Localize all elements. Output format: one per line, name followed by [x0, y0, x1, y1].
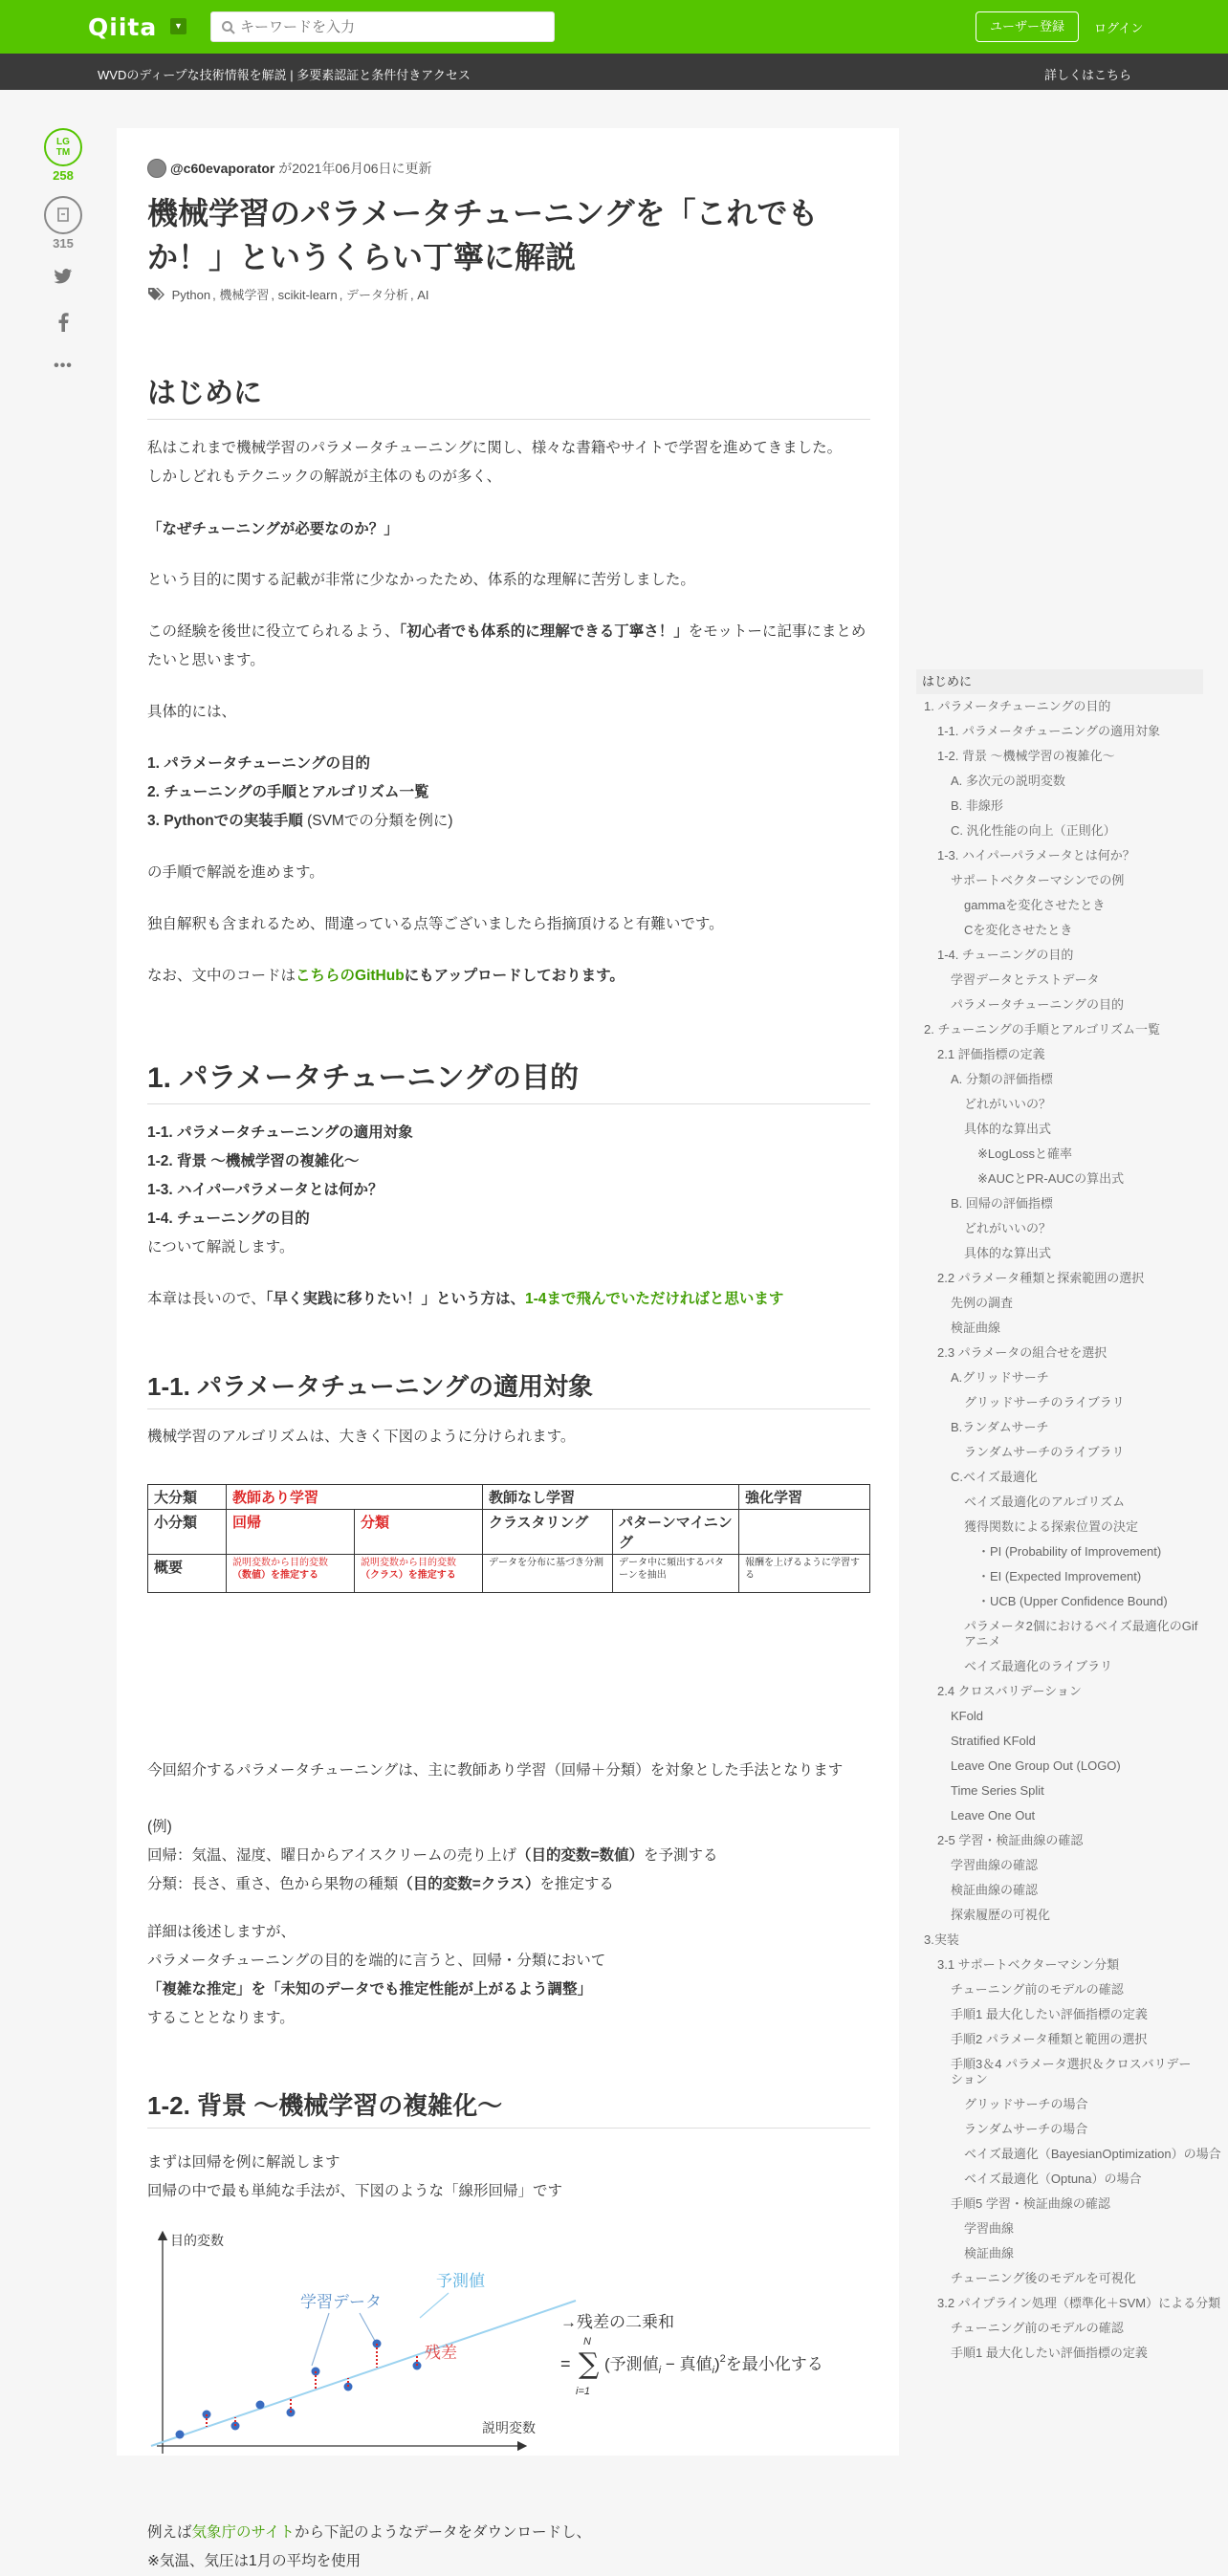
ordered-list: 1. パラメータチューニングの目的 2. チューニングの手順とアルゴリズム一覧 3. Pythonでの実装手順 (SVMでの分類を例に): [147, 755, 453, 829]
toc-item[interactable]: ・EI (Expected Improvement): [977, 1569, 1142, 1583]
paragraph: まずは回帰を例に解説します 回帰の中で最も単純な手法が、下図のような「線形回帰」です: [147, 2154, 563, 2199]
paragraph: (例) 回帰：気温、湿度、曜日からアイスクリームの売り上げ（目的変数=数値）を予測する 分類：長さ、重さ、色から果物の種類（目的変数=クラス）を推定する: [147, 1819, 718, 1892]
toc-item[interactable]: 手順1 最大化したい評価指標の定義: [951, 2346, 1148, 2360]
toc-item[interactable]: 2.4 クロスバリデーション: [937, 1684, 1082, 1698]
toc-item[interactable]: 2.2 パラメータ種類と探索範囲の選択: [937, 1271, 1145, 1285]
toc-item[interactable]: 手順1 最大化したい評価指標の定義: [951, 2007, 1148, 2021]
toc-item[interactable]: 1-3. ハイパーパラメータとは何か？: [937, 848, 1135, 862]
toc-item[interactable]: 学習データとテストデータ: [951, 972, 1100, 987]
fig-sumsq-label: →残差の二乗和: [560, 2313, 674, 2331]
toc-item[interactable]: B. 回帰の評価指標: [951, 1196, 1053, 1211]
tag-link[interactable]: Python: [171, 288, 211, 302]
lgtm-count: 258: [53, 168, 74, 183]
toc-item[interactable]: 検証曲線: [951, 1321, 1001, 1335]
tag-icon: [147, 287, 164, 302]
ad-link[interactable]: 詳しくはこちら: [1044, 68, 1132, 82]
qiita-logo[interactable]: Qiita: [88, 13, 158, 41]
search-box[interactable]: [210, 11, 555, 42]
toc-item[interactable]: 手順3＆4 パラメータ選択＆クロスバリデーション: [951, 2057, 1192, 2086]
updated-date: が2021年06月06日に更新: [278, 161, 432, 176]
toc-item[interactable]: ランダムサーチの場合: [964, 2122, 1088, 2136]
section-list: 1-1. パラメータチューニングの適用対象 1-2. 背景 ～機械学習の複雑化～ 1-3. ハイパーパラメータとは何か？ 1-4. チューニングの目的 について解説します。: [147, 1124, 413, 1255]
toc-item-active[interactable]: はじめに: [916, 669, 1203, 694]
toc-item[interactable]: 1-1. パラメータチューニングの適用対象: [937, 724, 1160, 738]
toc-item[interactable]: パラメータチューニングの目的: [951, 997, 1124, 1012]
toc-item[interactable]: ベイズ最適化（Optuna）の場合: [964, 2172, 1142, 2186]
fig-xlabel: 説明変数: [482, 2420, 536, 2435]
toc-item[interactable]: チューニング前のモデルの確認: [951, 2321, 1124, 2335]
paragraph: 今回紹介するパラメータチューニングは、主に教師あり学習（回帰＋分類）を対象とした手法となります: [147, 1762, 844, 1779]
toc-item[interactable]: 手順5 学習・検証曲線の確認: [951, 2196, 1110, 2211]
toc-item[interactable]: A. 多次元の説明変数: [951, 774, 1065, 788]
toc-item[interactable]: どれがいいの？: [964, 1097, 1052, 1111]
signup-button[interactable]: ユーザー登録: [976, 11, 1079, 42]
lgtm-button[interactable]: LG TM: [44, 128, 82, 166]
toc-item[interactable]: 1-4. チューニングの目的: [937, 948, 1074, 962]
facebook-icon[interactable]: [42, 313, 84, 337]
paragraph: という目的に関する記載が非常に少なかったため、体系的な理解に苦労しました。: [147, 572, 695, 588]
paragraph: 具体的には、: [147, 704, 237, 720]
paragraph: の手順で解説を進めます。: [147, 864, 324, 881]
fig-formula: (予測値$_i$ − 真値$_i$)$^2$を最小化する: [604, 2353, 823, 2376]
toc-item[interactable]: C. 汎化性能の向上（正則化）: [951, 823, 1116, 838]
toc-item[interactable]: 2.1 評価指標の定義: [937, 1047, 1045, 1061]
toc-item[interactable]: グリッドサーチの場合: [964, 2097, 1088, 2111]
ad-text[interactable]: WVDのディープな技術情報を解説 | 多要素認証と条件付きアクセス: [98, 68, 471, 82]
toc-item[interactable]: Leave One Group Out (LOGO): [951, 1758, 1121, 1773]
toc-item[interactable]: 1-2. 背景 ～機械学習の複雑化～: [937, 749, 1115, 763]
toc-item[interactable]: チューニング後のモデルを可視化: [951, 2271, 1136, 2285]
twitter-icon[interactable]: [42, 268, 84, 290]
toc-item[interactable]: 2. チューニングの手順とアルゴリズム一覧: [924, 1022, 1161, 1037]
toc-item[interactable]: A.グリッドサーチ: [951, 1370, 1049, 1385]
stock-icon: [55, 207, 71, 224]
toc-item[interactable]: ベイズ最適化のライブラリ: [964, 1659, 1113, 1673]
ad-banner[interactable]: [0, 54, 1228, 90]
fig-formula-eq: =: [560, 2354, 571, 2373]
toc-item[interactable]: 検証曲線: [964, 2246, 1015, 2260]
toc-item[interactable]: 1. パラメータチューニングの目的: [924, 699, 1111, 713]
toc-item[interactable]: チューニング前のモデルの確認: [951, 1982, 1124, 1997]
paragraph: 「なぜチューニングが必要なのか？」: [147, 521, 399, 537]
toc-item[interactable]: 手順2 パラメータ種類と範囲の選択: [951, 2032, 1148, 2046]
action-sidebar: [42, 128, 84, 375]
paragraph: 私はこれまで機械学習のパラメータチューニングに関し、様々な書籍やサイトで学習を進めてきました。 しかしどれもテクニックの解説が主体のものが多く、: [147, 440, 843, 485]
toc-item[interactable]: gammaを変化させたとき: [964, 898, 1106, 912]
stock-count: 315: [53, 236, 74, 251]
toc-item[interactable]: ※LogLossと確率: [977, 1146, 1073, 1161]
search-icon: [221, 20, 236, 35]
paragraph: 独自解釈も含まれるため、間違っている点等ございましたら指摘頂けると有難いです。: [147, 916, 724, 932]
toc-item[interactable]: KFold: [951, 1709, 983, 1723]
toc-item[interactable]: ランダムサーチのライブラリ: [964, 1445, 1125, 1459]
tag-link[interactable]: AI: [417, 288, 429, 302]
fig-sum-bot: i=1: [576, 2386, 590, 2397]
search-input[interactable]: [240, 12, 546, 41]
toc-item[interactable]: 学習曲線: [964, 2221, 1015, 2236]
heading-intro: はじめに: [147, 369, 870, 420]
heading-section-1: 1. パラメータチューニングの目的: [147, 1054, 870, 1104]
github-link[interactable]: こちらのGitHub: [296, 968, 405, 984]
toc-item[interactable]: 3.2 パイプライン処理（標準化＋SVM）による分類: [937, 2296, 1221, 2310]
paragraph: 例えば気象庁のサイトから下記のようなデータをダウンロードし、 ※気温、気圧は1月の平均を使用: [147, 2524, 591, 2569]
toc-item[interactable]: Cを変化させたとき: [964, 923, 1073, 937]
login-link[interactable]: ログイン: [1094, 21, 1144, 35]
article: [117, 128, 899, 2569]
linear-regression-figure: [147, 2224, 870, 2463]
heading-1-2: 1-2. 背景 ～機械学習の複雑化～: [147, 2086, 870, 2128]
fig-sum-symbol: ∑: [579, 2347, 600, 2381]
toc-item[interactable]: 3.実装: [924, 1932, 959, 1947]
toc-item[interactable]: 検証曲線の確認: [951, 1883, 1039, 1897]
toc-item[interactable]: ・PI (Probability of Improvement): [977, 1544, 1162, 1559]
toc-item[interactable]: 学習曲線の確認: [951, 1858, 1039, 1872]
paragraph: この経験を後世に役立てられるよう、「初心者でも体系的に理解できる丁寧さ！」をモットーに記事にまとめたいと思います。: [147, 623, 866, 668]
toc-item[interactable]: 2-5 学習・検証曲線の確認: [937, 1833, 1084, 1847]
toc-item[interactable]: A. 分類の評価指標: [951, 1072, 1053, 1086]
fig-ylabel: 目的変数: [170, 2233, 224, 2248]
tag-link[interactable]: scikit-learn: [277, 288, 338, 302]
toc-item[interactable]: 具体的な算出式: [964, 1122, 1052, 1136]
toc-item[interactable]: パラメータ2個におけるベイズ最適化のGifアニメ: [964, 1619, 1198, 1648]
toc-item[interactable]: Leave One Out: [951, 1808, 1036, 1823]
toc-item[interactable]: ・UCB (Upper Confidence Bound): [977, 1594, 1168, 1608]
paragraph: 詳細は後述しますが、 パラメータチューニングの目的を端的に言うと、回帰・分類において 「複雑な推定」を「未知のデータでも推定性能が上がるよう調整」 することとなります。: [147, 1924, 606, 2026]
toc-item[interactable]: Stratified KFold: [951, 1734, 1036, 1748]
toc-item[interactable]: 2.3 パラメータの組合せを選択: [937, 1345, 1107, 1360]
author-link[interactable]: @c60evaporator: [170, 161, 275, 176]
paragraph: 本章は長いので、「早く実践に移りたい！」という方は、1-4まで飛んでいただければと思います: [147, 1291, 784, 1307]
table-of-contents: [916, 669, 1221, 2366]
toc-item[interactable]: 獲得関数による探索位置の決定: [964, 1519, 1139, 1534]
paragraph: 機械学習のアルゴリズムは、大きく下図のように分けられます。: [147, 1429, 576, 1445]
tag-link[interactable]: 機械学習: [219, 288, 270, 302]
toc-item[interactable]: ベイズ最適化（BayesianOptimization）の場合: [964, 2147, 1221, 2161]
fig-train-label: 学習データ: [300, 2293, 382, 2311]
stock-button[interactable]: [44, 196, 82, 234]
toc-item[interactable]: ベイズ最適化のアルゴリズム: [964, 1495, 1126, 1509]
toc-item[interactable]: B. 非線形: [951, 798, 1003, 813]
more-icon[interactable]: •••: [54, 358, 73, 374]
jma-link[interactable]: 気象庁のサイト: [191, 2524, 295, 2541]
toc-item[interactable]: 具体的な算出式: [964, 1246, 1052, 1260]
fig-resid-label: 残差: [425, 2344, 457, 2362]
avatar[interactable]: [147, 159, 166, 178]
tag-link[interactable]: データ分析: [345, 288, 408, 302]
toc-item[interactable]: サポートベクターマシンでの例: [951, 873, 1125, 887]
toc-item[interactable]: 3.1 サポートベクターマシン分類: [937, 1957, 1120, 1972]
global-header: [0, 0, 1228, 54]
article-title: 機械学習のパラメータチューニングを「これでもか！」というくらい丁寧に解説: [147, 196, 819, 274]
tag-list: Python , 機械学習 , scikit-learn , データ分析 , AI: [147, 285, 431, 303]
algorithm-table: 大分類 教師あり学習 教師なし学習 強化学習 小分類 回帰 分類 クラスタリング パターンマイニング 概要 説明変数から目的変数 （数値）を推定する 説明変数から目的変数 （クラス）を推定する データを分布に基づき分割 データ中に頻出するパターンを抽出 報酬を上げるように学習する: [147, 1484, 870, 1593]
toc-item[interactable]: どれがいいの？: [964, 1221, 1052, 1235]
fig-pred-label: 予測値: [436, 2272, 485, 2290]
toc-item[interactable]: 先例の調査: [951, 1296, 1014, 1310]
chevron-down-icon[interactable]: ▼: [170, 18, 186, 34]
toc-item[interactable]: グリッドサーチのライブラリ: [964, 1395, 1125, 1409]
article-meta: [147, 159, 432, 178]
toc-item[interactable]: B.ランダムサーチ: [951, 1420, 1049, 1434]
jump-link[interactable]: 1-4まで飛んでいただければと思います: [524, 1291, 784, 1307]
toc-item[interactable]: Time Series Split: [951, 1783, 1044, 1798]
toc-item[interactable]: C.ベイズ最適化: [951, 1470, 1038, 1484]
toc-item[interactable]: 探索履歴の可視化: [951, 1908, 1051, 1922]
heading-1-1: 1-1. パラメータチューニングの適用対象: [147, 1367, 870, 1409]
paragraph: なお、文中のコードはこちらのGitHubにもアップロードしております。: [147, 968, 625, 984]
fig-sum-top: N: [583, 2336, 591, 2347]
toc-item[interactable]: ※AUCとPR-AUCの算出式: [977, 1171, 1125, 1186]
